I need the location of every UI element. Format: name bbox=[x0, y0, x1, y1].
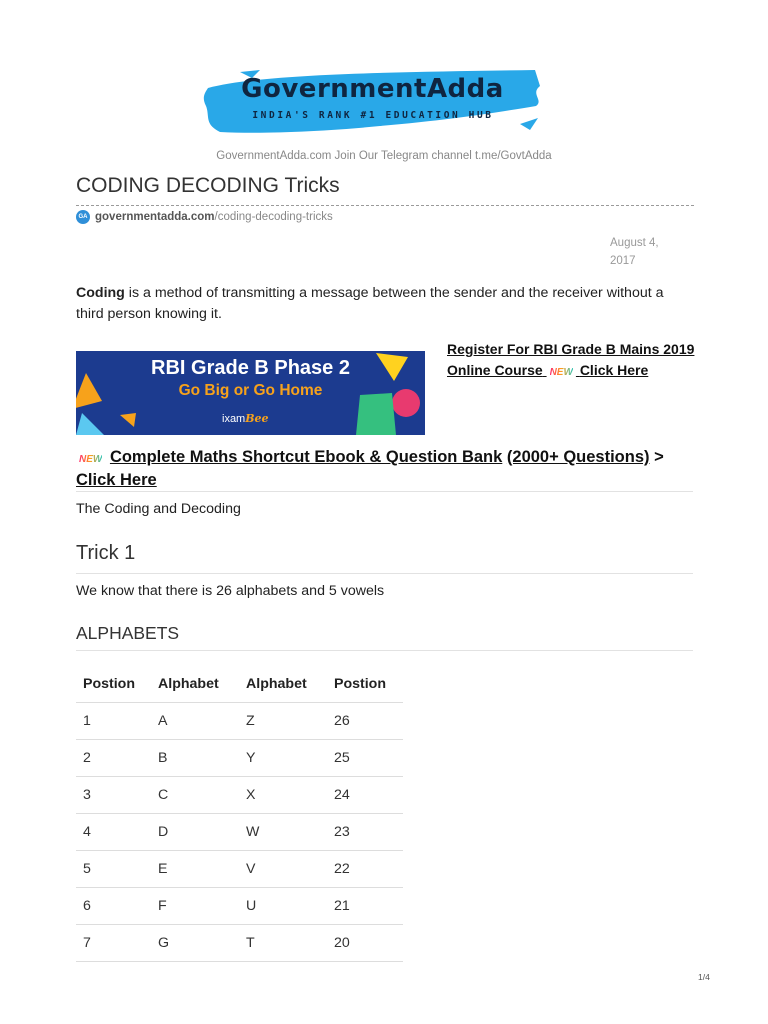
intro-text: is a method of transmitting a message between the sender and the receiver without a third person knowing it. bbox=[76, 285, 664, 322]
cell: 21 bbox=[327, 888, 403, 925]
cell: 4 bbox=[76, 814, 151, 851]
page-title: CODING DECODING Tricks bbox=[76, 174, 340, 197]
header-position: Postion bbox=[76, 666, 151, 703]
cell: X bbox=[239, 777, 327, 814]
cell: 1 bbox=[76, 703, 151, 740]
cell: 5 bbox=[76, 851, 151, 888]
source-path: /coding-decoding-tricks bbox=[214, 211, 333, 223]
register-course-link[interactable] bbox=[447, 339, 697, 383]
section-divider bbox=[76, 573, 693, 574]
intro-paragraph bbox=[76, 283, 686, 325]
maths-click-here[interactable]: Click Here bbox=[76, 471, 157, 489]
cell: 3 bbox=[76, 777, 151, 814]
cell: B bbox=[151, 740, 239, 777]
cell: A bbox=[151, 703, 239, 740]
new-badge-icon: NEW bbox=[79, 449, 102, 470]
cell: E bbox=[151, 851, 239, 888]
cell: 20 bbox=[327, 925, 403, 962]
banner-line-2: Go Big or Go Home bbox=[178, 382, 323, 399]
maths-ebook-promo bbox=[76, 447, 696, 491]
trick-heading: Trick 1 bbox=[76, 542, 136, 564]
table-row bbox=[76, 814, 403, 851]
section-divider bbox=[76, 491, 693, 492]
site-logo[interactable] bbox=[200, 66, 545, 138]
source-domain: governmentadda.com bbox=[95, 211, 215, 223]
banner-brand-a: ixam bbox=[222, 413, 246, 425]
title-divider bbox=[76, 205, 694, 206]
site-favicon-icon: GA bbox=[76, 210, 90, 224]
alphabets-heading: ALPHABETS bbox=[76, 623, 180, 643]
gt-separator: > bbox=[649, 448, 664, 466]
table-row bbox=[76, 888, 403, 925]
table-row bbox=[76, 777, 403, 814]
header-alphabet-reverse: Alphabet bbox=[239, 666, 327, 703]
cell: V bbox=[239, 851, 327, 888]
cell: Y bbox=[239, 740, 327, 777]
maths-ebook-link[interactable]: Complete Maths Shortcut Ebook & Question Bank bbox=[109, 448, 503, 466]
cell: 25 bbox=[327, 740, 403, 777]
cell: F bbox=[151, 888, 239, 925]
page-number: 1/4 bbox=[698, 972, 710, 982]
banner-brand-b: Bee bbox=[245, 412, 269, 425]
table-row bbox=[76, 925, 403, 962]
cell: D bbox=[151, 814, 239, 851]
cell: U bbox=[239, 888, 327, 925]
cell: T bbox=[239, 925, 327, 962]
telegram-line[interactable]: GovernmentAdda.com Join Our Telegram channel t.me/GovtAdda bbox=[216, 150, 552, 162]
questions-link[interactable]: (2000+ Questions) bbox=[506, 448, 650, 466]
logo-tagline: INDIA'S RANK #1 EDUCATION HUB bbox=[252, 110, 494, 121]
intro-bold-term: Coding bbox=[76, 285, 125, 301]
cell: G bbox=[151, 925, 239, 962]
table-row bbox=[76, 703, 403, 740]
subtitle-text: The Coding and Decoding bbox=[76, 501, 241, 517]
cell: 7 bbox=[76, 925, 151, 962]
cell: 22 bbox=[327, 851, 403, 888]
cell: 24 bbox=[327, 777, 403, 814]
table-row bbox=[76, 851, 403, 888]
banner-line-1: RBI Grade B Phase 2 bbox=[151, 357, 350, 379]
trick-text: We know that there is 26 alphabets and 5 vowels bbox=[76, 583, 385, 599]
cell: 26 bbox=[327, 703, 403, 740]
register-click-here[interactable]: Click Here bbox=[579, 362, 649, 378]
register-text: Register For RBI Grade B Mains 2019 Online Course bbox=[447, 341, 695, 378]
header-position-reverse: Postion bbox=[327, 666, 403, 703]
section-divider bbox=[76, 650, 693, 651]
cell: C bbox=[151, 777, 239, 814]
cell: 23 bbox=[327, 814, 403, 851]
promo-banner[interactable] bbox=[76, 351, 425, 435]
cell: 6 bbox=[76, 888, 151, 925]
cell: W bbox=[239, 814, 327, 851]
header-alphabet: Alphabet bbox=[151, 666, 239, 703]
cell: 2 bbox=[76, 740, 151, 777]
table-header-row bbox=[76, 666, 403, 703]
logo-title: GovernmentAdda bbox=[241, 74, 504, 104]
new-badge-icon: NEW bbox=[550, 362, 573, 383]
table-row bbox=[76, 740, 403, 777]
banner-brand bbox=[222, 412, 269, 425]
cell: Z bbox=[239, 703, 327, 740]
post-date: August 4, 2017 bbox=[610, 237, 659, 267]
source-link[interactable] bbox=[76, 210, 333, 224]
alphabet-table bbox=[76, 666, 403, 962]
